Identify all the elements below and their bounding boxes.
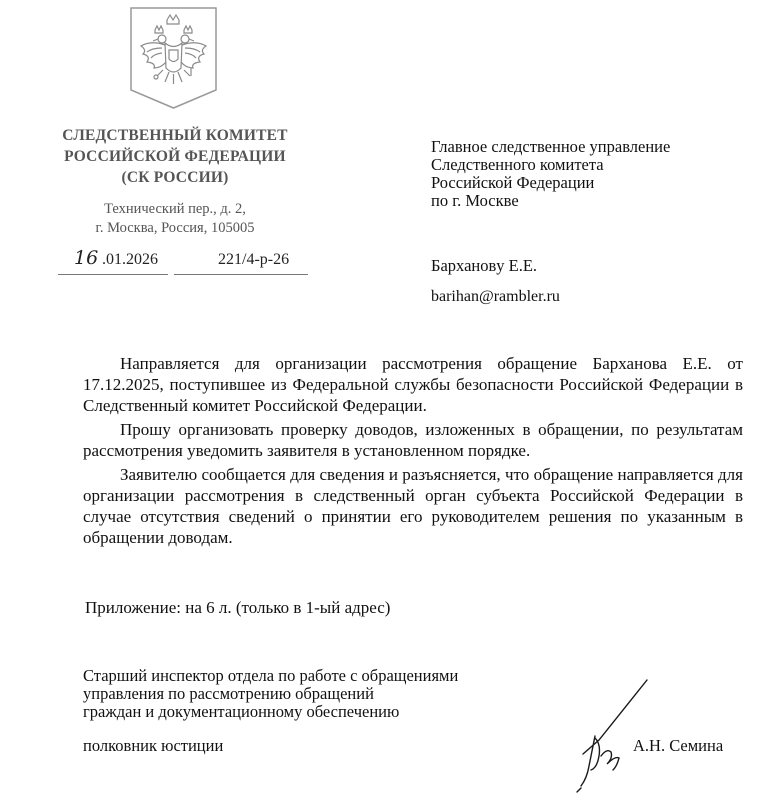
recipient-line-2: Следственного комитета (431, 155, 604, 174)
position-line-1: Старший инспектор отдела по работе с обращениями (83, 666, 459, 685)
addressee-name: Бархановy Е.Е. (431, 256, 538, 275)
recipient-line-3: Российской Федерации (431, 173, 595, 192)
position-line-3: граждан и документационному обеспечению (83, 702, 400, 721)
coat-of-arms-emblem (129, 6, 218, 110)
attachment-note: Приложение: на 6 л. (только в 1-ый адрес) (85, 598, 391, 617)
addressee-email: barihan@rambler.ru (431, 288, 560, 305)
recipient-block (431, 138, 670, 210)
body-paragraph-3: Заявителю сообщается для сведения и разъясняется, что обращение направляется для организации рассмотрения в следственный орган субъекта Российской Федерации в случае отсутствия сведений о принятии его руководителем решения по указанным в обращении доводам. (83, 465, 743, 547)
body-paragraph-1: Направляется для организации рассмотрения обращение Барханова Е.Е. от 17.12.2025, поступившее из Федеральной службы безопасности Российской Федерации в Следственный комитет Российской Федерации. (83, 354, 743, 415)
date-underline (58, 274, 168, 275)
issuer-address (30, 200, 320, 238)
date-month-year: .01.2026 (102, 251, 158, 268)
recipient-line-1: Главное следственное управление (431, 137, 671, 156)
number-underline (174, 274, 308, 275)
outgoing-number: 221/4-р-26 (218, 251, 290, 268)
recipient-line-4: по г. Москве (431, 191, 519, 210)
position-line-2: управления по рассмотрению обращений (83, 684, 374, 703)
date-day-handwritten: 16 (74, 247, 99, 269)
signer-position (83, 667, 458, 721)
issuer-line-2: РОССИЙСКОЙ ФЕДЕРАЦИИ (64, 148, 286, 165)
date-number-line (58, 247, 308, 276)
double-headed-eagle-icon (129, 6, 218, 110)
signer-rank: полковник юстиции (83, 736, 224, 755)
issuer-line-1: СЛЕДСТВЕННЫЙ КОМИТЕТ (62, 127, 288, 144)
letter-body (83, 353, 743, 551)
issuer-line-3: (СК РОССИИ) (121, 169, 229, 186)
issuer-block (30, 125, 320, 188)
signer-name: А.Н. Семина (633, 736, 724, 755)
issuer-address-line-2: г. Москва, Россия, 105005 (95, 220, 255, 236)
body-paragraph-2: Прошу организовать проверку доводов, изложенных в обращении, по результатам рассмотрения уведомить заявителя в установленном порядке. (83, 420, 743, 460)
issuer-address-line-1: Технический пер., д. 2, (104, 201, 246, 217)
